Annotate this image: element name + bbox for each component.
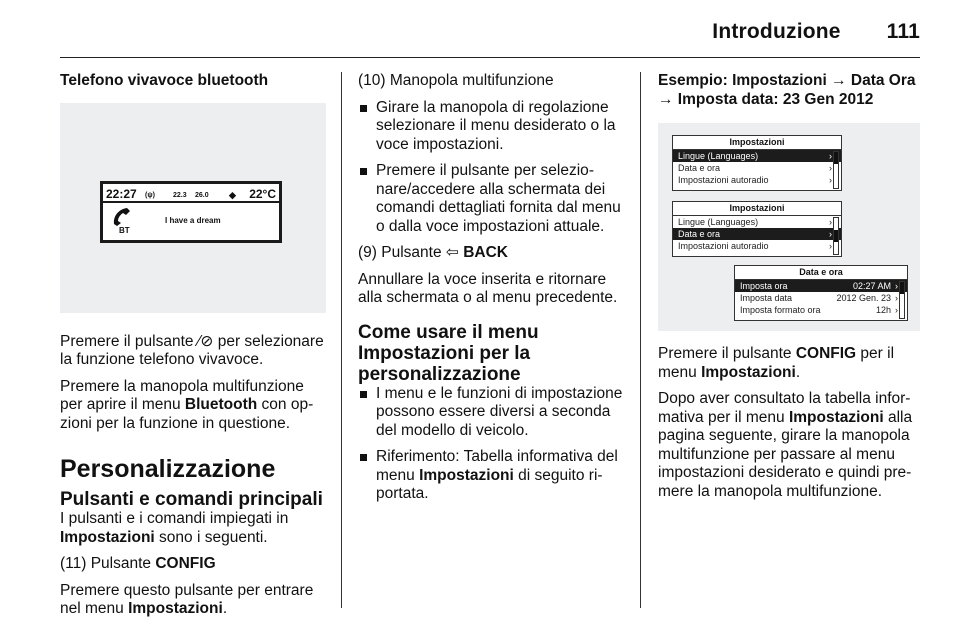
column-divider-1 [341, 72, 342, 608]
paragraph-pulsanti: I pulsanti e i comandi impiegati in Impostazioni sono i seguenti. [60, 510, 289, 546]
lcd-temperature: 22°C [249, 186, 276, 201]
scrollbar [899, 281, 905, 319]
section-heading-personalizzazione: Personalizzazione [60, 455, 276, 483]
header-rule [60, 57, 920, 58]
list-item: Girare la manopola di regolazione selezionare il menu desiderato o la voce impostazioni. [358, 99, 626, 155]
menu-row: Data e ora › [678, 163, 832, 173]
menu-row: Imposta data 2012 Gen. 23 › [740, 293, 898, 303]
list-item: Riferimento: Tabella informativa del menu Impostazioni di seguito riportata. [358, 448, 626, 504]
menu-title: Impostazioni [673, 202, 841, 216]
page-title: Introduzione [712, 20, 841, 43]
paragraph-back-button: (9) Pulsante ⇦ BACK [358, 244, 508, 261]
menu-data-ora [734, 265, 908, 321]
scrollbar [833, 151, 839, 189]
menu-impostazioni-2 [672, 201, 842, 257]
lcd-value-1: 22.3 [173, 191, 187, 199]
list-item: I menu e le funzioni di impostazione possono essere diversi a seconda del modello di veicolo. [358, 385, 626, 441]
page-header [712, 20, 920, 44]
paragraph-back-desc: Annullare la voce inserita e ritornare alla schermata o al menu precedente. [358, 270, 618, 306]
paragraph-manopola: (10) Manopola multifunzione [358, 72, 554, 89]
lcd-song-title: I have a dream [165, 215, 221, 225]
menu-row: Imposta formato ora 12h › [740, 305, 898, 315]
lcd-signal: (ψ) [145, 191, 155, 199]
display-figure [60, 103, 326, 313]
menu-row: Lingue (Languages) › [673, 150, 841, 162]
list-manopola [358, 99, 626, 237]
paragraph-consultare: Dopo aver consultato la tabella informativa per il menu Impostazioni alla pagina seguente, girare la manopola multifunzione per passare al menu impostazioni desiderato e quindi premere la manopola multifunzione. [658, 390, 913, 500]
lcd-indicator-icon: ◆ [229, 189, 236, 200]
lcd-status-bar [103, 184, 279, 203]
paragraph-config-button: (11) Pulsante CONFIG [60, 555, 216, 572]
example-heading: Esempio: Impostazioni → Data Ora → Imposta data: 23 Gen 2012 [658, 72, 916, 108]
paragraph-config: Premere il pulsante CONFIG per il menu Impostazioni. [658, 345, 895, 381]
back-arrow-icon: ⇦ [445, 244, 459, 261]
column-divider-2 [640, 72, 641, 608]
menu-impostazioni-1 [672, 135, 842, 191]
menu-row: Lingue (Languages) › [678, 217, 832, 227]
paragraph-phone-button: Premere il pulsante ⁄⊘ per selezionare la funzione telefono vivavoce. [60, 332, 324, 368]
lcd-value-2: 26.0 [195, 191, 209, 199]
lcd-display [100, 181, 282, 243]
menu-row: Impostazioni autoradio › [678, 175, 832, 185]
column-3 [658, 72, 920, 509]
menu-row: Data e ora › [673, 228, 841, 240]
subheading-come-usare: Come usare il menu Impostazioni per la personalizzazione [358, 321, 539, 385]
menu-row: Imposta ora 02:27 AM › [735, 280, 907, 292]
section-heading-bluetooth: Telefono vivavoce bluetooth [60, 72, 269, 89]
list-come-usare [358, 385, 626, 504]
subheading-pulsanti: Pulsanti e comandi principali [60, 489, 323, 510]
phone-button-icon: ⁄⊘ [197, 332, 214, 350]
menu-row: Impostazioni autoradio › [678, 241, 832, 251]
column-1 [60, 72, 326, 627]
paragraph-bluetooth-menu: Premere la manopola multifunzione per aprire il menu Bluetooth con opzioni per la funzione in questione. [60, 377, 314, 432]
menu-title: Data e ora [735, 266, 907, 280]
menu-figure [658, 123, 920, 331]
list-item: Premere il pulsante per selezionare/accedere alla schermata dei comandi dettagliati fornita dal menu o dalla voce impostazioni attuale. [358, 162, 626, 236]
lcd-bt-label: BT [119, 225, 130, 235]
paragraph-config-desc: Premere questo pulsante per entrare nel menu Impostazioni. [60, 581, 314, 617]
lcd-time: 22:27 [106, 186, 137, 201]
scrollbar [833, 217, 839, 255]
page-number: 111 [886, 20, 920, 43]
menu-title: Impostazioni [673, 136, 841, 150]
column-2 [358, 72, 626, 512]
